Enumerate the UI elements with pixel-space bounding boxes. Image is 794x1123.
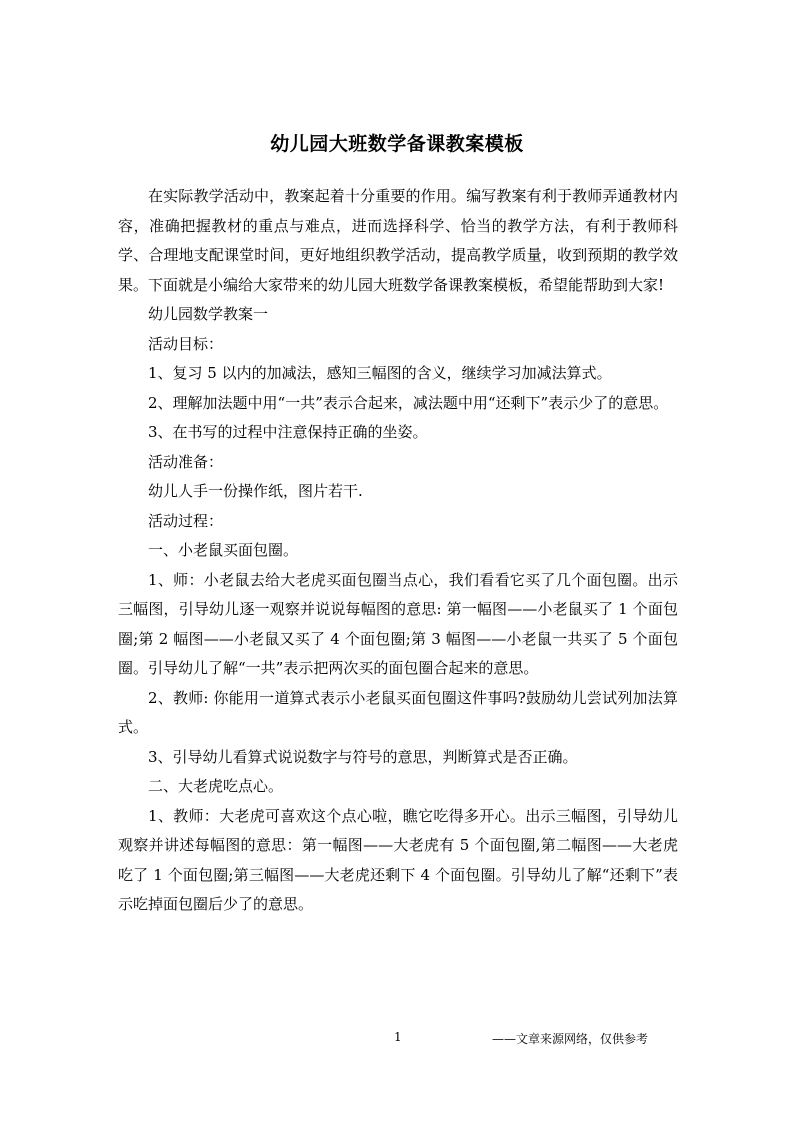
footer-note: ——文章来源网络，仅供参考 [492,1032,649,1046]
paragraph: 二、大老虎吃点心。 [148,777,284,795]
section-heading: 幼儿园数学教案一 [148,305,269,323]
paragraph: 2、理解加法题中用“一共”表示合起来，减法题中用“还剩下”表示少了的意思。 [148,393,669,412]
paragraph: 1、教师：大老虎可喜欢这个点心啦，瞧它吃得多开心。出示三幅图，引导幼儿观察并讲述每幅图的意思：第一幅图——大老虎有 5 个面包圈,第二幅图——大老虎吃了 1 个面包圈;第三幅图——大老虎还剩下 4 个面包圈。引导幼儿了解“还剩下”表示吃掉面包圈后少了的意思。 [118,806,678,913]
paragraph: 幼儿人手一份操作纸，图片若干. [148,482,363,500]
paragraph: 活动过程： [148,511,224,530]
paragraph: 1、复习 5 以内的加减法，感知三幅图的含义，继续学习加减法算式。 [148,364,612,382]
paragraph: 一、小老鼠买面包圈。 [148,541,299,559]
intro-paragraph: 在实际教学活动中，教案起着十分重要的作用。编写教案有利于教师弄通教材内容，准确把握教材的重点与难点，进而选择科学、恰当的教学方法，有利于教师科学、合理地支配课堂时间，更好地组织教学活动，提高教学质量，收到预期的教学效果。下面就是小编给大家带来的幼儿园大班数学备课教案模板，希望能帮助到大家! [118,187,678,294]
paragraph: 活动目标： [148,334,224,353]
document-title: 幼儿园大班数学备课教案模板 [270,133,524,155]
paragraph: 活动准备： [148,452,224,471]
document-body [118,182,678,920]
page-number: 1 [394,1030,402,1044]
paragraph: 1、师：小老鼠去给大老虎买面包圈当点心，我们看看它买了几个面包圈。出示三幅图，引导幼儿逐一观察并说说每幅图的意思: 第一幅图——小老鼠买了 1 个面包圈;第 2 幅图——小老鼠又买了 4 个面包圈;第 3 幅图——小老鼠一共买了 5 个面包圈。引导幼儿了解“一共”表示把两次买的面包圈合起来的意思。 [118,570,678,677]
paragraph: 3、在书写的过程中注意保持正确的坐姿。 [148,423,428,441]
paragraph: 3、引导幼儿看算式说说数字与符号的意思，判断算式是否正确。 [148,747,578,766]
paragraph: 2、教师: 你能用一道算式表示小老鼠买面包圈这件事吗?鼓励幼儿尝试列加法算式。 [118,688,678,736]
